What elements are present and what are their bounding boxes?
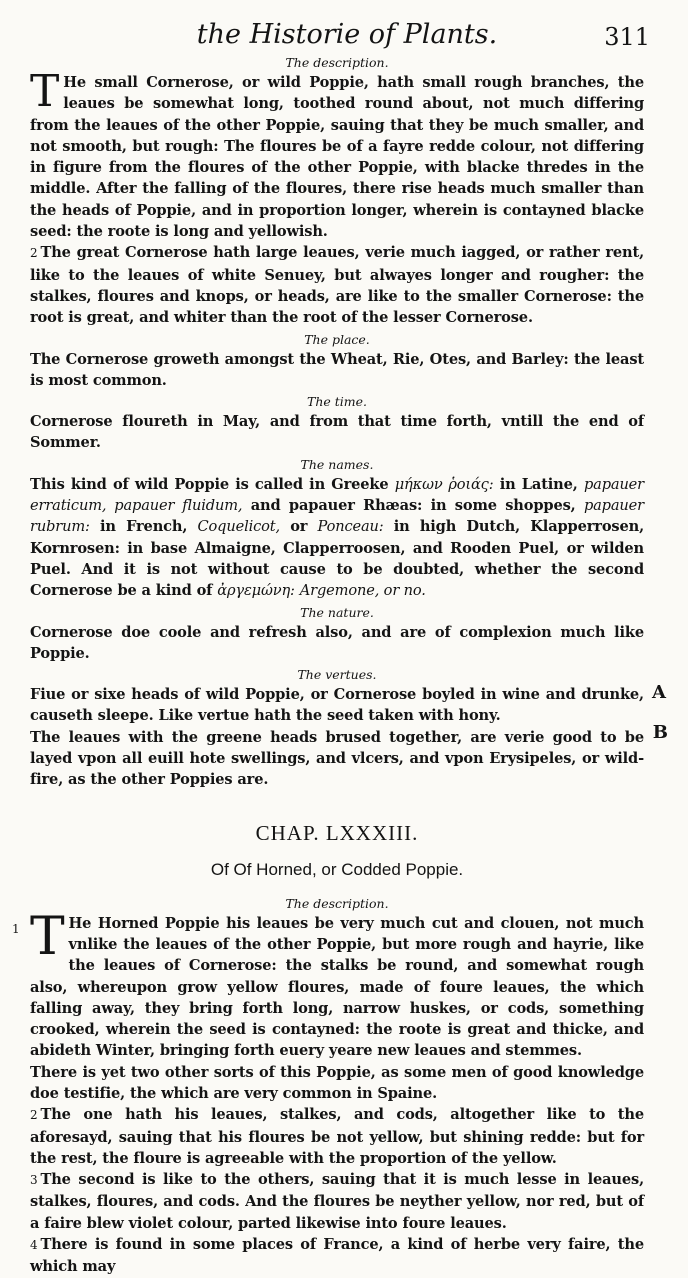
- page-number: 311: [604, 23, 650, 51]
- horned-poppie-paragraph-3: [30, 1104, 644, 1169]
- names-paragraph: [30, 474, 644, 602]
- section-number: 4: [30, 1238, 38, 1253]
- running-head: [50, 18, 650, 52]
- paragraph-text: The great Cornerose hath large leaues, verie much iagged, or rather rent, like to the leaues of white Senuey, but alwayes longer and rougher: the stalkes, floures and knops, or heads, are like to the smaller Cornerose: the root is great, and whiter than the root of the lesser Cornerose.: [30, 244, 644, 327]
- nature-heading: The nature.: [300, 604, 374, 620]
- section-number: 2: [30, 1108, 38, 1123]
- names-text: in French,: [100, 518, 188, 536]
- names-text: and papauer Rhæas: in some shoppes,: [250, 497, 576, 515]
- place-heading: The place.: [304, 331, 370, 347]
- chapter-subtitle: Of Of Horned, or Codded Poppie.: [210, 859, 464, 879]
- paragraph-text: The second is like to the others, sauing that it is much lesse in leaues, stalkes, floures, and cods. And the floures be neyther yellow, nor red, but of a faire blew violet colour, parted likewise into foure leaues.: [30, 1171, 644, 1232]
- vertues-paragraph-1: Fiue or sixe heads of wild Poppie, or Cornerose boyled in wine and drunke, causeth sleepe. Like vertue hath the seed taken with hony.: [30, 686, 644, 725]
- paragraph-text: There is found in some places of France, a kind of herbe very faire, the which may: [30, 1236, 644, 1276]
- running-title: the Historie of Plants.: [196, 19, 498, 50]
- section-number: 2: [30, 246, 38, 261]
- paragraph-text: He Horned Poppie his leaues be very much cut and clouen, not much vnlike the leaues of the other Poppie, but more rough and hayrie, like the leaues of Cornerose: the stalks be round, and somewhat rough also, whereupon grow yellow floures, made of foure leaues, the which falling away, they bring forth long, narrow huskes, or cods, something crooked, wherein the seed is contayned: the roote is great and thicke, and abideth Winter, bringing forth euery yeare new leaues and stemmes.: [30, 914, 644, 1060]
- nature-paragraph: Cornerose doe coole and refresh also, and are of complexion much like Poppie.: [30, 623, 644, 662]
- names-text: or: [290, 518, 308, 536]
- description-paragraph-1: [30, 66, 644, 242]
- latin-term: papauer rubrum:: [30, 497, 644, 536]
- margin-letter-a: A: [652, 682, 666, 704]
- place-paragraph: The Cornerose groweth amongst the Wheat, Rie, Otes, and Barley: the least is most common.: [30, 350, 644, 389]
- horned-poppie-paragraph-2: There is yet two other sorts of this Poppie, as some men of good knowledge doe testifie, the which are very common in Spaine.: [30, 1063, 644, 1102]
- vertues-paragraph-2: The leaues with the greene heads brused together, are verie good to be layed vpon all euill hote swellings, and vlcers, and vpon Erysipeles, or wild-fire, as the other Poppies are.: [30, 728, 644, 789]
- horned-poppie-paragraph-5: [30, 1234, 644, 1278]
- names-text: This kind of wild Poppie is called in Greeke: [30, 475, 389, 493]
- vertues-block: [30, 682, 668, 790]
- paragraph-text: The one hath his leaues, stalkes, and cods, altogether like to the aforesayd, sauing that his floures be not yellow, but shining redde: but for the rest, the floure is agreeable with the proportion of the yellow.: [30, 1106, 644, 1167]
- names-text: in high Dutch, Klapperrosen, Kornrosen: in base Almaigne, Clapperroosen, and Rooden Puel, or wilden Puel. And it is not without cause to be doubted, whether the second Cornerose be a kind of: [30, 518, 644, 600]
- greek-term: μήκων ῥοιάς:: [394, 475, 494, 493]
- time-heading: The time.: [306, 394, 367, 410]
- latin-term: papauer erraticum, papauer fluidum,: [30, 475, 645, 515]
- chapter-title: CHAP. LXXXIII.: [255, 820, 419, 845]
- french-term: Ponceau:: [317, 518, 384, 536]
- horned-poppie-paragraph-4: [30, 1169, 644, 1234]
- latin-term: Argemone, or no.: [299, 582, 426, 600]
- paragraph-text: He small Cornerose, or wild Poppie, hath small rough branches, the leaues be somewhat long, toothed round about, not much differing from the leaues of the other Poppie, sauing that they be much smaller, and not smooth, but rough: The floures be of a fayre redde colour, not differing in figure from the floures of the other Poppie, with blacke thredes in the middle. After the falling of the floures, there rise heads much smaller than the heads of Poppie, and in proportion longer, wherein is contayned blacke seed: the roote is long and yellowish.: [30, 74, 644, 241]
- margin-letter-b: B: [652, 722, 668, 744]
- horned-poppie-paragraph-1: [12, 906, 644, 1062]
- description-paragraph-2: [30, 242, 644, 328]
- drop-cap: T: [30, 66, 60, 117]
- drop-cap: T: [30, 906, 65, 967]
- greek-term: ἀργεμώνη:: [217, 582, 295, 600]
- description-heading-2: The description.: [285, 895, 389, 911]
- names-text: in Latine,: [499, 475, 578, 493]
- time-paragraph: Cornerose floureth in May, and from that time forth, vntill the end of Sommer.: [30, 413, 644, 452]
- names-heading: The names.: [300, 456, 374, 472]
- section-number: 1: [12, 921, 20, 936]
- vertues-heading: The vertues.: [297, 667, 377, 683]
- description-heading: The description.: [285, 55, 389, 70]
- section-number: 3: [30, 1173, 38, 1188]
- french-term: Coquelicot,: [197, 518, 280, 536]
